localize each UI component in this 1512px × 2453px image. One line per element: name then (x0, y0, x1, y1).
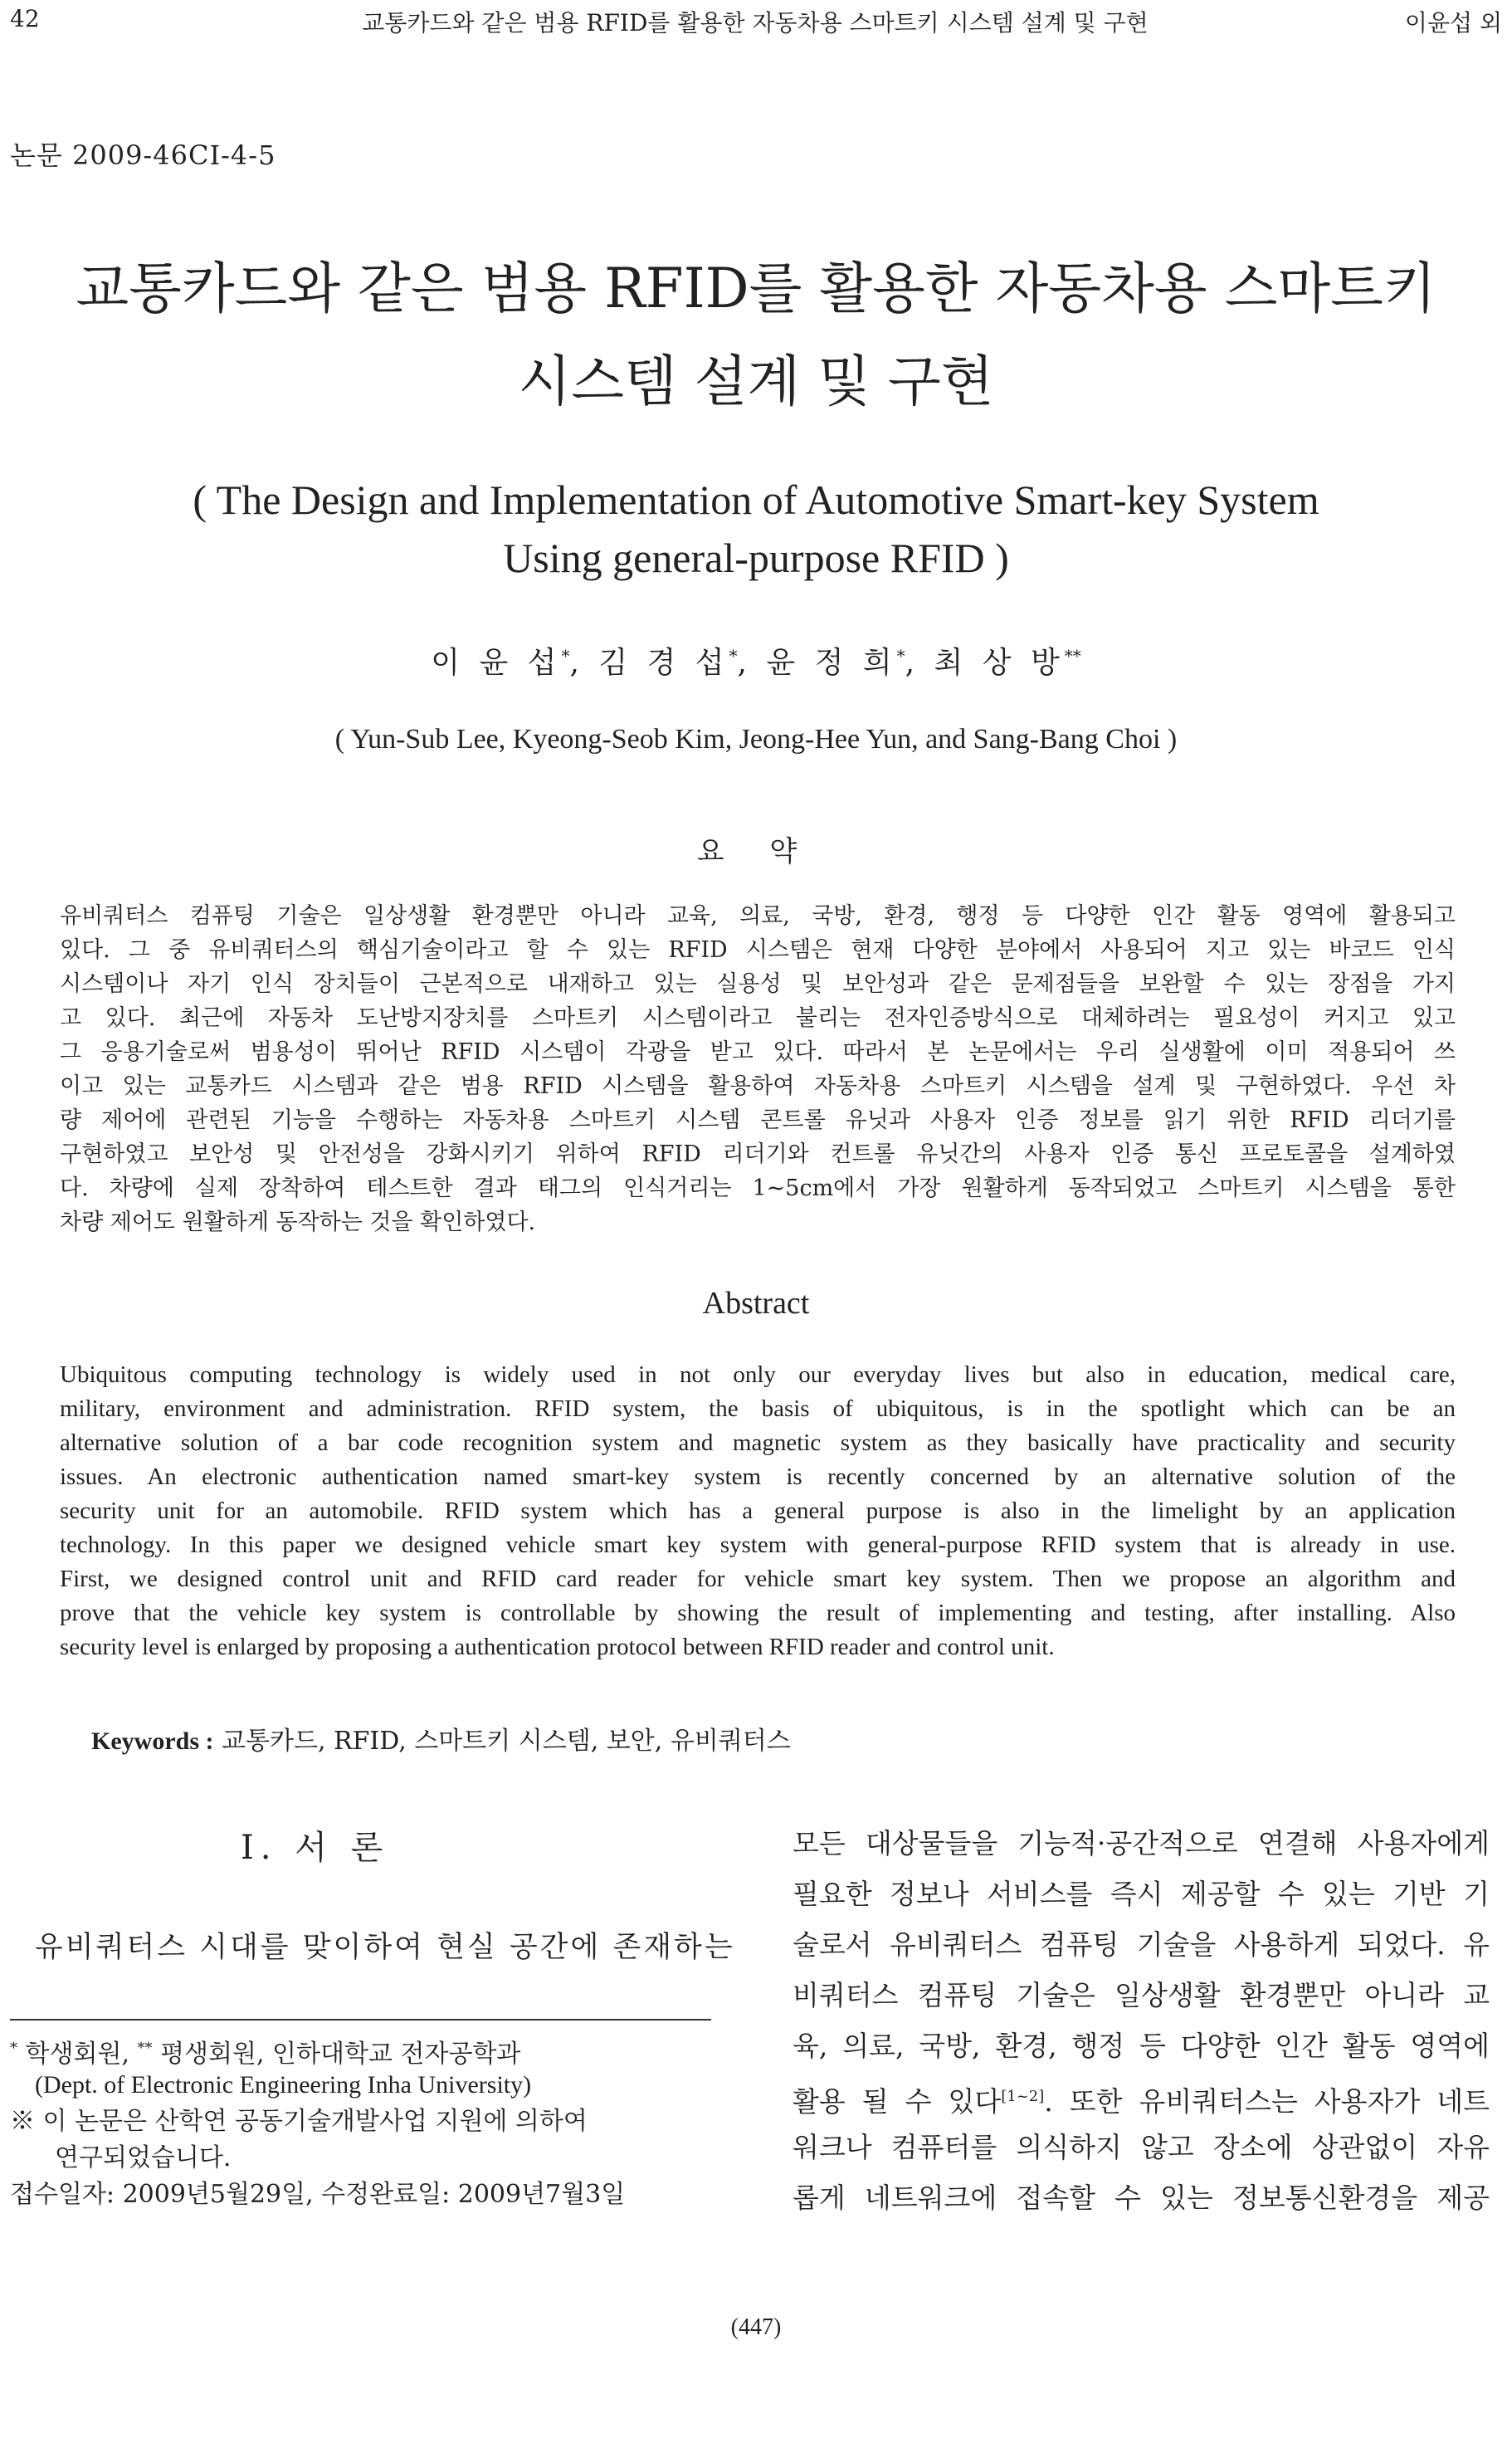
korean-abstract-line: 차량 제어도 원활하게 동작하는 것을 확인하였다. (60, 1209, 536, 1235)
english-abstract-line: issues. An electronic authentication named smart-key system is recently concerned by an alternative solution of the (60, 1463, 1456, 1490)
english-abstract-line: technology. In this paper we designed vehicle smart key system with general-purpose RFID system that is already in use. (60, 1532, 1456, 1558)
english-abstract-line: prove that the vehicle key system is controllable by showing the result of implementing and testing, after installing. Also (60, 1600, 1456, 1626)
citation-ref: [1~2] (1001, 2088, 1045, 2105)
korean-abstract-line: 유비쿼터스 컴퓨팅 기술은 일상생활 환경뿐만 아니라 교육, 의료, 국방, 환경, 행정 등 다양한 인간 활동 영역에 활용되고 (60, 903, 1456, 929)
paper-number: 논문 2009-46CI-4-5 (10, 139, 276, 171)
english-abstract-line: security unit for an automobile. RFID system which has a general purpose is also in the limelight by an application (60, 1498, 1456, 1524)
korean-abstract-line: 있다. 그 중 유비쿼터스의 핵심기술이라고 할 수 있는 RFID 시스템은 현재 다양한 분야에서 사용되어 지고 있는 바코드 인식 (60, 937, 1456, 963)
footnote-mark-1: * (10, 2040, 17, 2057)
korean-abstract-line: 그 응용기술로써 범용성이 뛰어난 RFID 시스템이 각광을 받고 있다. 따라서 본 논문에서는 우리 실생활에 이미 적용되어 쓰 (60, 1039, 1456, 1065)
english-abstract-line: alternative solution of a bar code recognition system and magnetic system as they basically have practicality and security (60, 1429, 1456, 1456)
paper-title-line-2: 시스템 설계 및 구현 (518, 349, 994, 413)
author-1: 이 윤 섭 (431, 646, 562, 680)
english-author-list: ( Yun-Sub Lee, Kyeong-Seob Kim, Jeong-Hee Yun, and Sang-Bang Choi ) (334, 724, 1178, 755)
footnote-funding-1: ※ 이 논문은 산학연 공동기술개발사업 지원에 의하여 (10, 2107, 588, 2136)
running-author: 이윤섭 외 (1404, 9, 1502, 37)
korean-abstract-body (60, 899, 1456, 1239)
footnote-text-1: 학생회원, (17, 2040, 138, 2069)
english-abstract-body (60, 1358, 1456, 1664)
keywords-text: 교통카드, RFID, 스마트키 시스템, 보안, 유비쿼터스 (213, 1727, 791, 1756)
right-column-line: 워크나 컴퓨터를 의식하지 않고 장소에 상관없이 자유 (793, 2131, 1490, 2163)
right-column-line: 롭게 네트워크에 접속할 수 있는 정보통신환경을 제공 (793, 2182, 1490, 2214)
english-abstract-line: security level is enlarged by proposing a authentication protocol between RFID reader and control unit. (60, 1634, 1055, 1660)
english-abstract-line: Ubiquitous computing technology is widely used in not only our everyday lives but also in education, medical care, (60, 1361, 1456, 1388)
author-2-mark: * (729, 646, 738, 666)
author-list (50, 639, 1462, 682)
footer-page-number: (447) (730, 2314, 782, 2340)
english-abstract-heading: Abstract (702, 1286, 810, 1321)
footnote-funding-2: 연구되었습니다. (55, 2143, 232, 2172)
korean-abstract-line: 시스템이나 자기 인식 장치들이 근본적으로 내재하고 있는 실용성 및 보안성과 같은 문제점들을 보완할 수 있는 장점을 가지 (60, 971, 1456, 997)
korean-abstract-heading: 요 약 (696, 835, 816, 868)
section-heading: Ⅰ. 서 론 (241, 1829, 390, 1867)
footnote-dates: 접수일자: 2009년5월29일, 수정완료일: 2009년7월3일 (10, 2180, 626, 2209)
right-column-line-6b: . 또한 유비쿼터스는 사용자가 네트 (1044, 2085, 1490, 2118)
right-column-line: 필요한 정보나 서비스를 즉시 제공할 수 있는 기반 기 (793, 1878, 1490, 1910)
footnote-text-2: 평생회원, 인하대학교 전자공학과 (152, 2040, 521, 2069)
right-column-line: 육, 의료, 국방, 환경, 행정 등 다양한 인간 활동 영역에 (793, 2030, 1490, 2062)
footnote-mark-2: ** (137, 2040, 153, 2057)
running-title: 교통카드와 같은 범용 RFID를 활용한 자동차용 스마트키 시스템 설계 및 구현 (362, 9, 1149, 37)
author-4-mark: ** (1064, 646, 1081, 666)
paper-title-line-1: 교통카드와 같은 범용 RFID를 활용한 자동차용 스마트키 (76, 257, 1436, 320)
english-title-line-2: Using general-purpose RFID ) (503, 535, 1009, 581)
korean-abstract-line: 고 있다. 최근에 자동차 도난방지장치를 스마트키 시스템이라고 불리는 전자인증방식으로 대체하려는 필요성이 커지고 있고 (60, 1005, 1456, 1031)
keywords-label: Keywords : (91, 1727, 214, 1755)
author-3-mark: * (896, 646, 905, 666)
author-3: , 윤 정 희 (737, 646, 897, 680)
right-column-line-6a: 활용 될 수 있다 (793, 2085, 1002, 2118)
right-column-line: 술로서 유비쿼터스 컴퓨팅 기술을 사용하게 되었다. 유 (793, 1928, 1490, 1961)
author-4: , 최 상 방 (905, 646, 1065, 680)
english-abstract-line: First, we designed control unit and RFID card reader for vehicle smart key system. Then we propose an algorithm and (60, 1566, 1456, 1592)
right-column-line: 비쿼터스 컴퓨팅 기술은 일상생활 환경뿐만 아니라 교 (793, 1979, 1490, 2011)
author-2: , 김 경 섭 (569, 646, 729, 680)
korean-abstract-line: 다. 차량에 실제 장착하여 테스트한 결과 태그의 인식거리는 1~5cm에서 가장 원활하게 동작되었고 스마트키 시스템을 통한 (60, 1175, 1456, 1201)
keywords (91, 1720, 791, 1757)
intro-paragraph-start: 유비쿼터스 시대를 맞이하여 현실 공간에 존재하는 (35, 1931, 735, 1964)
header-page-number: 42 (10, 5, 40, 32)
author-1-mark: * (561, 646, 570, 666)
right-column-line (793, 2071, 1490, 2122)
korean-abstract-line: 이고 있는 교통카드 시스템과 같은 범용 RFID 시스템을 활용하여 자동차용 스마트키 시스템을 설계 및 구현하였다. 우선 차 (60, 1073, 1456, 1099)
footnote-rule (10, 2019, 711, 2021)
korean-abstract-line: 구현하였고 보안성 및 안전성을 강화시키기 위하여 RFID 리더기와 컨트롤 유닛간의 사용자 인증 통신 프로토콜을 설계하였 (60, 1141, 1456, 1167)
right-column-text (793, 1818, 1490, 2223)
english-title-line-1: ( The Design and Implementation of Automotive Smart-key System (193, 476, 1319, 523)
korean-abstract-line: 량 제어에 관련된 기능을 수행하는 자동차용 스마트키 시스템 콘트롤 유닛과 사용자 인증 정보를 읽기 위한 RFID 리더기를 (60, 1107, 1456, 1133)
footnote-department: (Dept. of Electronic Engineering Inha University) (35, 2071, 532, 2099)
right-column-line: 모든 대상물들을 기능적·공간적으로 연결해 사용자에게 (793, 1827, 1490, 1859)
english-abstract-line: military, environment and administration. RFID system, the basis of ubiquitous, is in the spotlight which can be an (60, 1395, 1456, 1422)
